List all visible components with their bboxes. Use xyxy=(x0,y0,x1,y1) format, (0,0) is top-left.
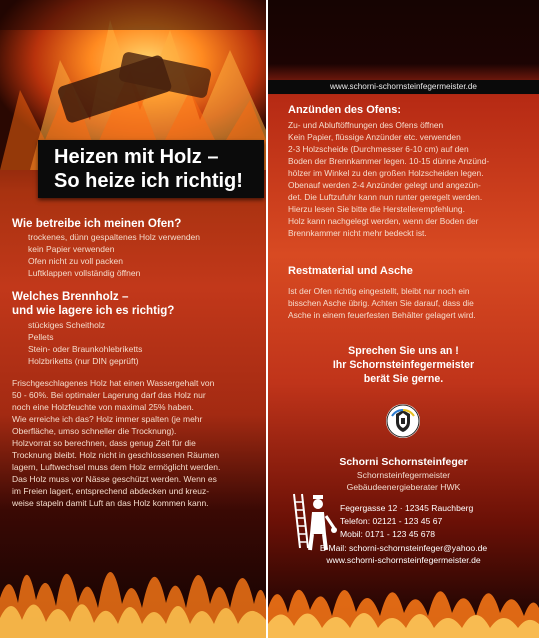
website-url-top[interactable]: www.schorni-schornsteinfegermeister.de xyxy=(330,82,477,91)
body-line: Holzvorrat so berechnen, dass genug Zeit für die xyxy=(12,438,196,448)
section-heading-brennholz-2: und wie lagere ich es richtig? xyxy=(12,304,175,317)
cta-line-2: Ihr Schornsteinfegermeister xyxy=(332,359,475,371)
right-flyer-panel xyxy=(268,0,539,638)
left-flyer-panel xyxy=(0,0,266,638)
body-line: Hierzu lesen Sie bitte die Herstellerempfehlung. xyxy=(288,204,465,214)
company-name: Schorni Schornsteinfeger xyxy=(339,456,468,468)
flames-decoration xyxy=(0,508,266,638)
body-line: lagern, Luftwechsel muss dem Holz ermöglicht werden. xyxy=(12,462,221,472)
body-line: bisschen Asche übrig. Achten Sie darauf, dass die xyxy=(288,298,474,308)
list-item: Pellets xyxy=(28,332,54,342)
title-box xyxy=(38,140,264,198)
guild-logo-icon xyxy=(386,404,420,438)
body-line: noch eine Holzfeuchte von maximal 25% haben. xyxy=(12,402,194,412)
body-line: 50 - 60%. Bei optimaler Lagerung darf das Holz nur xyxy=(12,390,206,400)
cta-line-3: berät Sie gerne. xyxy=(363,373,444,385)
body-line: im Freien lagert, entsprechend abdecken und kreuz- xyxy=(12,486,210,496)
subtitle-line-2: Gebäudeenergieberater HWK xyxy=(346,482,461,492)
mobile-line[interactable]: Mobil: 0171 - 123 45 678 xyxy=(340,529,436,539)
flames-decoration xyxy=(268,558,539,638)
list-item: Ofen nicht zu voll packen xyxy=(28,256,123,266)
body-line: Obenauf werden 2-4 Anzünder gelegt und angezün- xyxy=(288,180,481,190)
email-link[interactable]: E-Mail: schorni-schornsteinfeger@yahoo.de xyxy=(319,543,488,553)
body-line: Trocknung bleibt. Holz nicht in geschlossenen Räumen xyxy=(12,450,220,460)
list-item: Luftklappen vollständig öffnen xyxy=(28,268,141,278)
body-line: 2-3 Holzscheide (Durchmesser 6-10 cm) auf den xyxy=(288,144,469,154)
body-line: hölzer im Winkel zu den großen Holzscheiden legen. xyxy=(288,168,484,178)
body-line: det. Die Luftzufuhr kann nun runter geregelt werden. xyxy=(288,192,483,202)
list-item: Holzbriketts (nur DIN geprüft) xyxy=(28,356,139,366)
list-item: Stein- oder Braunkohlebriketts xyxy=(28,344,143,354)
body-line: Brennkammer nicht mehr bedeckt ist. xyxy=(288,228,427,238)
title-line-2: So heize ich richtig! xyxy=(54,170,243,192)
website-link[interactable]: www.schorni-schornsteinfegermeister.de xyxy=(326,555,481,565)
body-line: Oberfläche, umso schneller die Trocknung). xyxy=(12,426,177,436)
list-item: kein Papier verwenden xyxy=(28,244,115,254)
title-line-1: Heizen mit Holz – xyxy=(54,146,219,168)
section-heading-asche: Restmaterial und Asche xyxy=(288,265,413,277)
section-heading-ofen: Wie betreibe ich meinen Ofen? xyxy=(12,217,182,230)
body-line: weise stapeln damit Luft an das Holz kommen kann. xyxy=(12,498,209,508)
list-item: trockenes, dünn gespaltenes Holz verwenden xyxy=(28,232,200,242)
list-item: stückiges Scheitholz xyxy=(28,320,106,330)
address-line: Fegergasse 12 · 12345 Rauchberg xyxy=(340,503,474,513)
body-line: Asche in einem feuerfesten Behälter gelagert wird. xyxy=(288,310,476,320)
body-line: Wie erreiche ich das? Holz immer spalten (je mehr xyxy=(12,414,203,424)
section-heading-brennholz-1: Welches Brennholz – xyxy=(12,290,129,303)
subtitle-line-1: Schornsteinfegermeister xyxy=(356,470,451,480)
section-heading-anzuenden: Anzünden des Ofens: xyxy=(288,104,402,116)
body-line: Kein Papier, flüssige Anzünder etc. verwenden xyxy=(288,132,461,142)
cta-line-1: Sprechen Sie uns an ! xyxy=(348,345,459,357)
body-line: Ist der Ofen richtig eingestellt, bleibt nur noch ein xyxy=(288,286,470,296)
body-line: Boden der Brennkammer legen. 10-15 dünne Anzünd- xyxy=(288,156,490,166)
body-line: Zu- und Abluftöffnungen des Ofens öffnen xyxy=(288,120,444,130)
body-line: Frischgeschlagenes Holz hat einen Wassergehalt von xyxy=(12,378,215,388)
body-line: Das Holz muss vor Nässe geschützt werden. Wenn es xyxy=(12,474,217,484)
body-line: Holz kann nachgelegt werden, wenn der Boden der xyxy=(288,216,479,226)
phone-line[interactable]: Telefon: 02121 - 123 45 67 xyxy=(340,516,443,526)
